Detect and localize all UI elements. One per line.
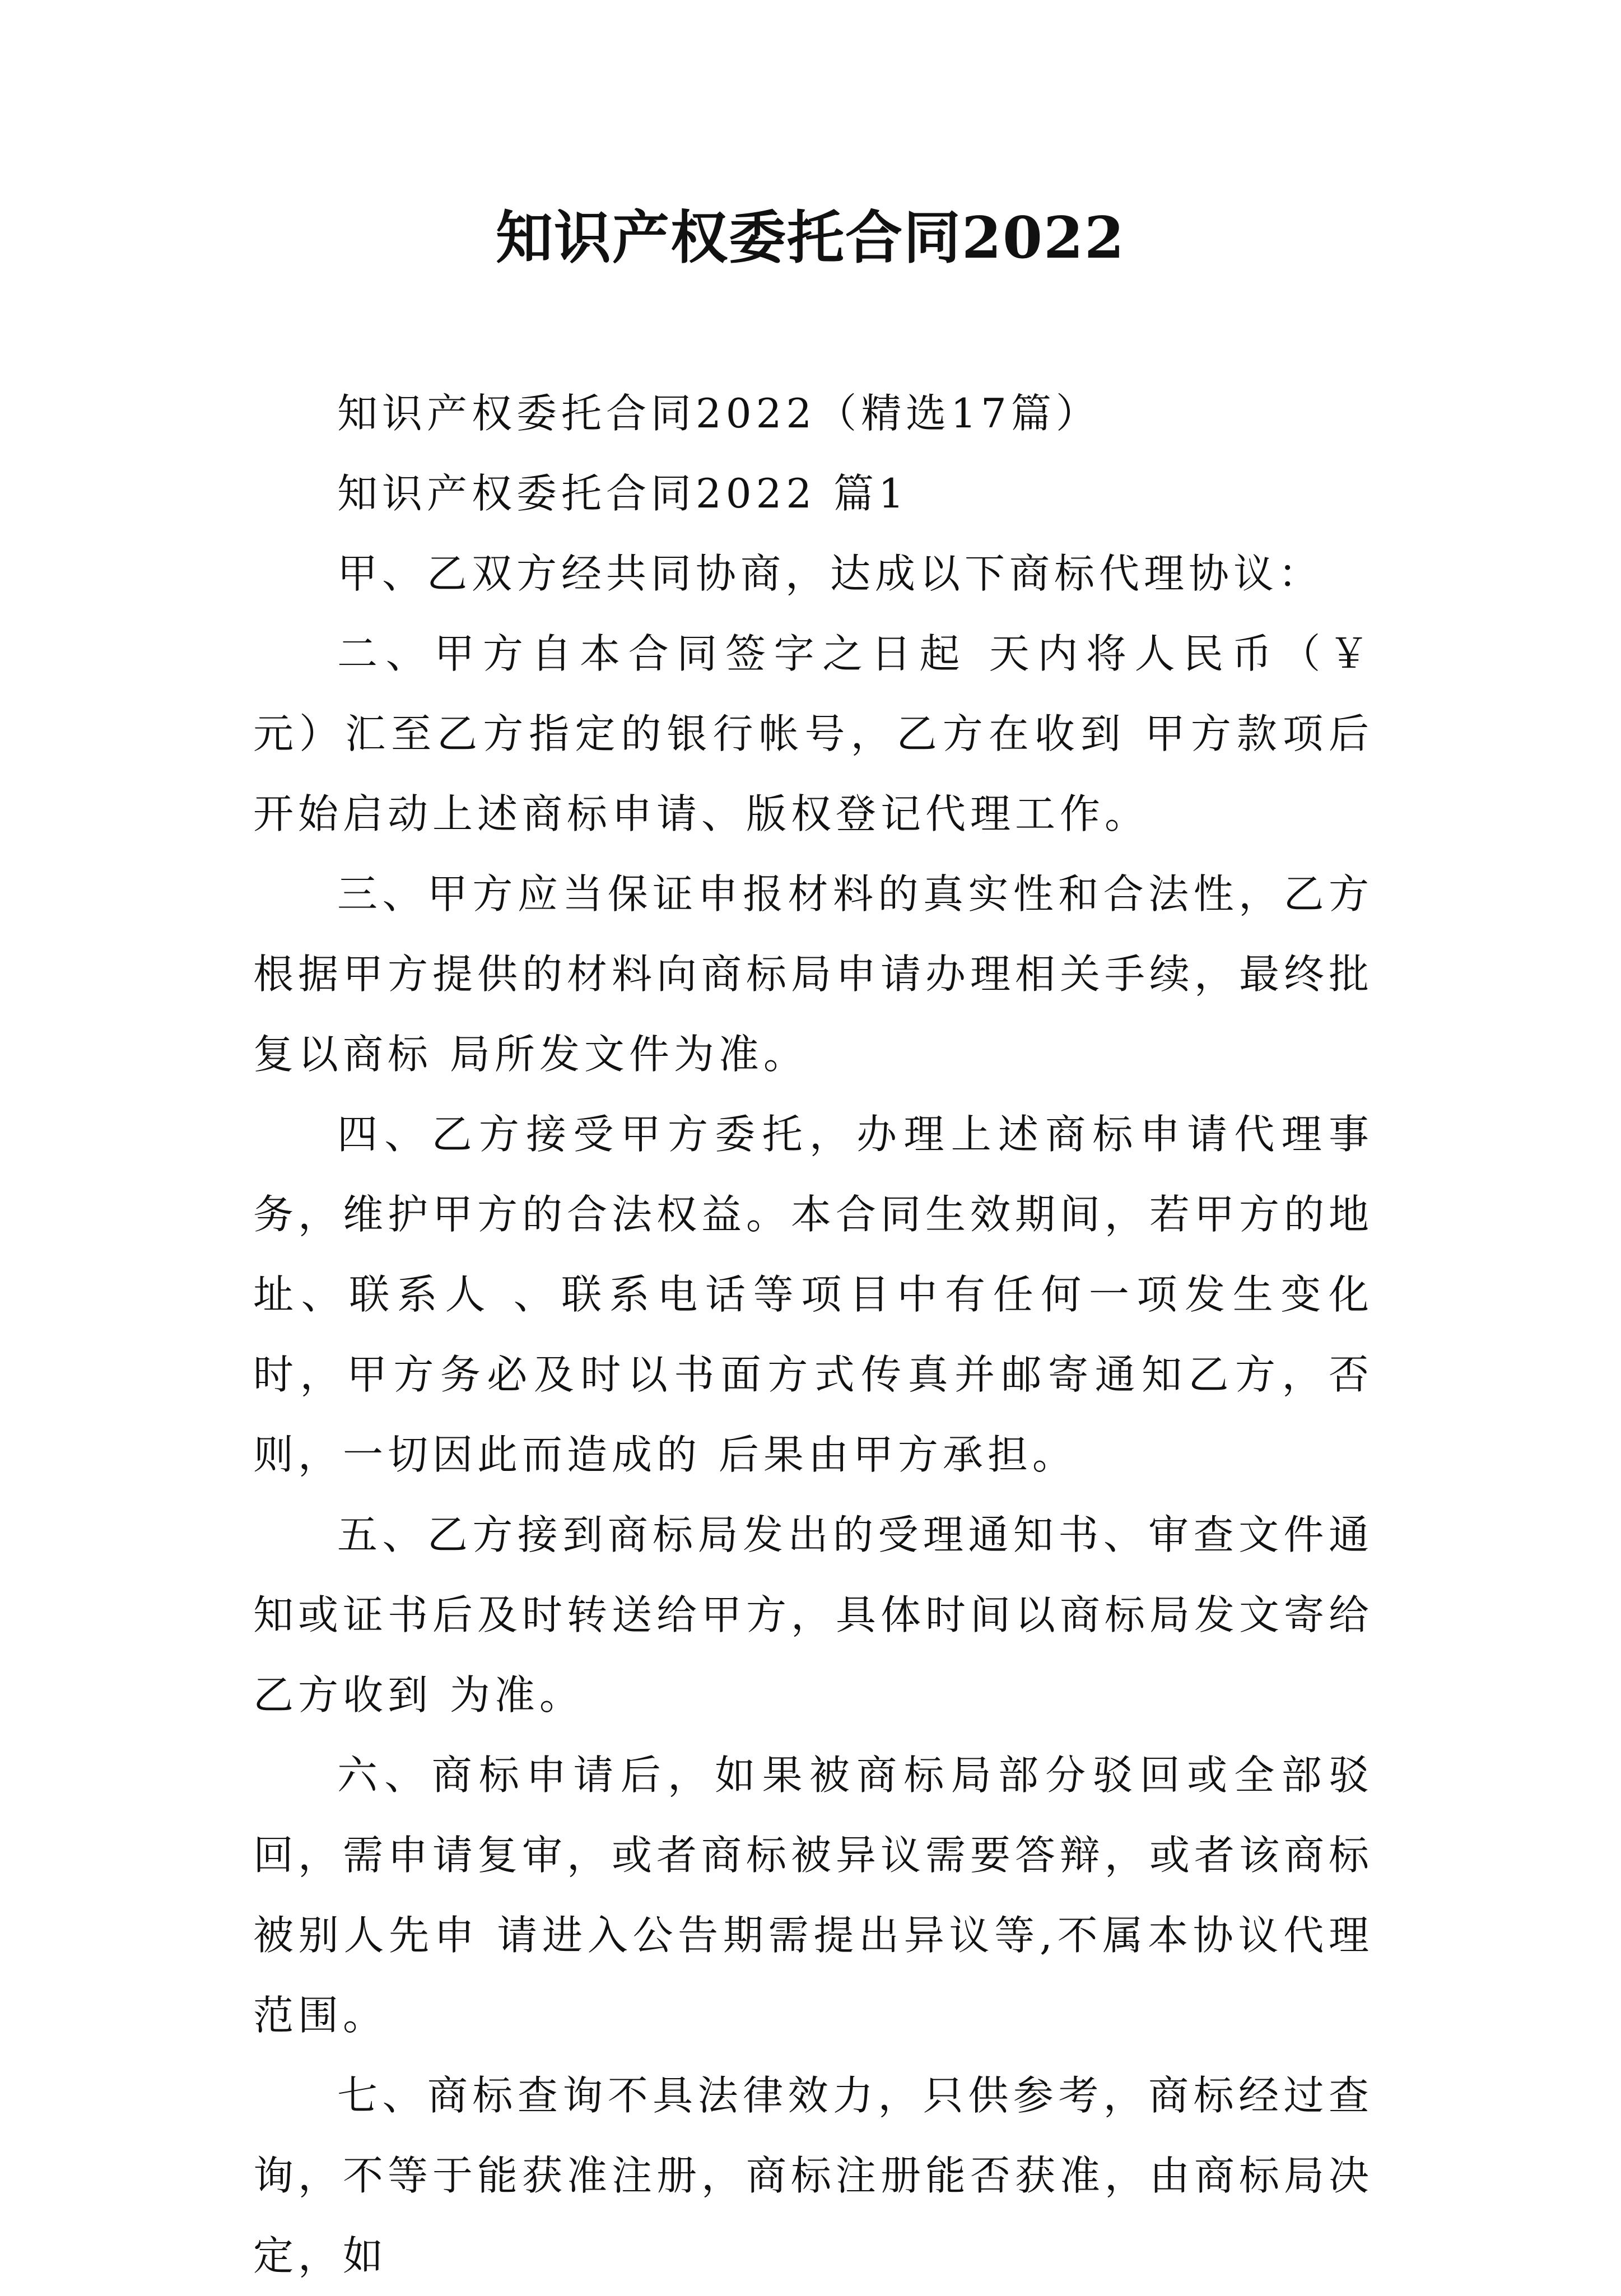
paragraph-section-heading: 知识产权委托合同2022 篇1 [337,470,909,517]
document-body [253,374,1391,2296]
paragraph-clause-2: 二、甲方自本合同签字之日起 天内将人民币（￥ 元）汇至乙方指定的银行帐号，乙方在收到 甲方款项后开始启动上述商标申请、版权登记代理工作。 [253,630,1391,837]
paragraph-clause-5: 五、乙方接到商标局发出的受理通知书、审查文件通知或证书后及时转送给甲方，具体时间以商标局发文寄给乙方收到 为准。 [253,1511,1374,1718]
paragraph-intro: 甲、乙双方经共同协商，达成以下商标代理协议： [337,550,1324,597]
paragraph-subtitle: 知识产权委托合同2022（精选17篇） [337,390,1101,437]
paragraph-clause-4: 四、乙方接受甲方委托，办理上述商标申请代理事务，维护甲方的合法权益。本合同生效期间，若甲方的地址、联系人 、联系电话等项目中有任何一项发生变化时，甲方务必及时以书面方式传真并邮寄通知乙方，否则，一切因此而造成的 后果由甲方承担。 [253,1111,1374,1478]
document-title: 知识产权委托合同2022 [496,204,1125,272]
paragraph-clause-6: 六、商标申请后，如果被商标局部分驳回或全部驳回，需申请复审，或者商标被异议需要答辩，或者该商标被别人先申 请进入公告期需提出异议等,不属本协议代理范围。 [253,1752,1374,2039]
paragraph-clause-7: 七、商标查询不具法律效力，只供参考，商标经过查询，不等于能获准注册，商标注册能否获准，由商标局决定，如 [253,2072,1374,2279]
paragraph-clause-3: 三、甲方应当保证申报材料的真实性和合法性，乙方根据甲方提供的材料向商标局申请办理相关手续，最终批复以商标 局所发文件为准。 [253,870,1374,1078]
